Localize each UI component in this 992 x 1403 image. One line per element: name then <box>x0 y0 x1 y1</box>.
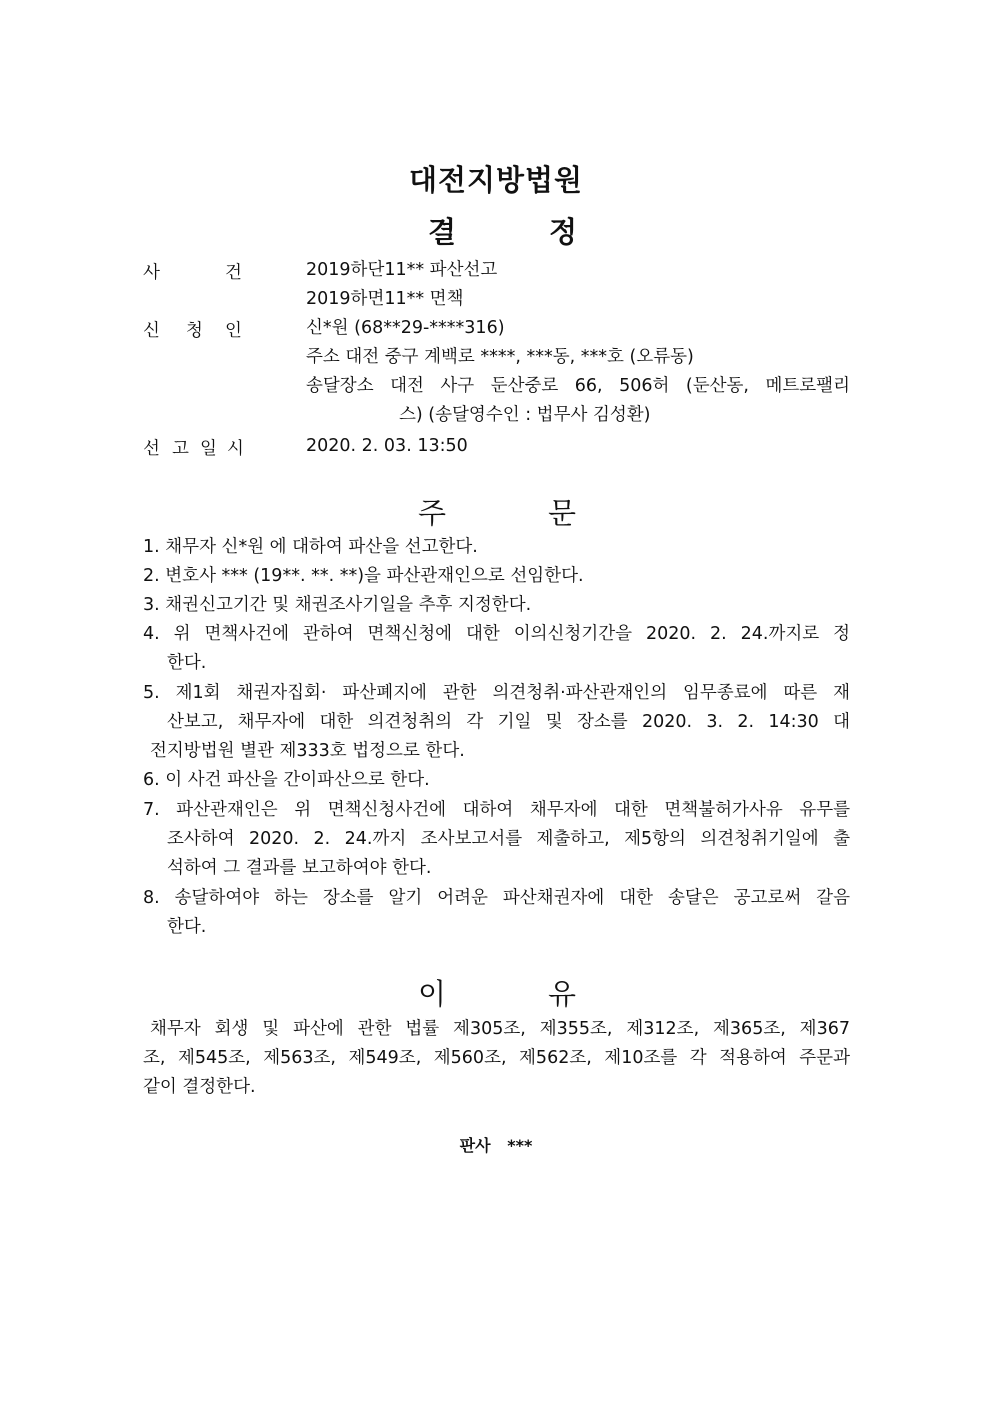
pronouncement-date: 2020. 2. 03. 13:50 <box>306 436 468 456</box>
label-applicant-char-1: 신 <box>143 321 160 341</box>
doc-type-char-1: 결 <box>428 215 457 249</box>
reason-line-3: 같이 결정한다. <box>143 1077 256 1097</box>
order-heading-char-2: 문 <box>548 496 577 530</box>
order-item-5-line-1: 5. 제1회 채권자집회· 파산폐지에 관한 의견청취·파산관재인의 임무종료에 따른 재 <box>143 683 850 703</box>
case-number-bankruptcy: 2019하단11** 파산선고 <box>306 260 498 280</box>
order-item-8-line-2: 한다. <box>167 917 207 937</box>
label-case-char-2: 건 <box>225 263 242 283</box>
delivery-address-line-2: 스) (송달영수인 : 법무사 김성환) <box>399 405 651 425</box>
order-item-3: 3. 채권신고기간 및 채권조사기일을 추후 지정한다. <box>143 595 532 615</box>
order-item-5-line-3: 전지방법원 별관 제333호 법정으로 한다. <box>150 741 465 761</box>
reason-line-1: 채무자 회생 및 파산에 관한 법률 제305조, 제355조, 제312조, 제365조, 제367 <box>150 1019 850 1039</box>
label-applicant-char-2: 청 <box>186 321 203 341</box>
label-case-char-1: 사 <box>143 263 160 283</box>
label-date-char-2: 고 <box>172 439 189 459</box>
label-applicant-char-3: 인 <box>225 321 242 341</box>
order-item-6: 6. 이 사건 파산을 간이파산으로 한다. <box>143 770 430 790</box>
order-heading-char-1: 주 <box>418 496 447 530</box>
order-item-7-line-2: 조사하여 2020. 2. 24.까지 조사보고서를 제출하고, 제5항의 의견청취기일에 출 <box>167 829 850 849</box>
delivery-address-line-1: 송달장소 대전 사구 둔산중로 66, 506허 (둔산동, 메트로팰리 <box>306 376 850 396</box>
label-date-char-4: 시 <box>227 439 244 459</box>
court-name: 대전지방법원 <box>408 163 584 197</box>
case-number-discharge: 2019하면11** 면책 <box>306 289 464 309</box>
reason-line-2: 조, 제545조, 제563조, 제549조, 제560조, 제562조, 제10조를 각 적용하여 주문과 <box>143 1048 850 1068</box>
order-item-8-line-1: 8. 송달하여야 하는 장소를 알기 어려운 파산채권자에 대한 송달은 공고로써 갈음 <box>143 888 850 908</box>
reason-heading-char-1: 이 <box>418 977 447 1011</box>
label-date-char-1: 선 <box>143 439 160 459</box>
order-item-5-line-2: 산보고, 채무자에 대한 의견청취의 각 기일 및 장소를 2020. 3. 2. 14:30 대 <box>167 712 850 732</box>
judge-signature: 판사 *** <box>459 1136 533 1155</box>
order-item-2: 2. 변호사 *** (19**. **. **)을 파산관재인으로 선임한다. <box>143 566 584 586</box>
applicant-name: 신*원 (68**29-****316) <box>306 318 505 338</box>
doc-type-char-2: 정 <box>549 215 578 249</box>
applicant-address: 주소 대전 중구 계백로 ****, ***동, ***호 (오류동) <box>306 347 694 367</box>
order-item-1: 1. 채무자 신*원 에 대하여 파산을 선고한다. <box>143 537 478 557</box>
order-item-7-line-3: 석하여 그 결과를 보고하여야 한다. <box>167 858 432 878</box>
reason-heading-char-2: 유 <box>548 977 577 1011</box>
order-item-7-line-1: 7. 파산관재인은 위 면책신청사건에 대하여 채무자에 대한 면책불허가사유 유무를 <box>143 800 850 820</box>
label-date-char-3: 일 <box>200 439 217 459</box>
order-item-4-line-2: 한다. <box>167 653 207 673</box>
order-item-4-line-1: 4. 위 면책사건에 관하여 면책신청에 대한 이의신청기간을 2020. 2. 24.까지로 정 <box>143 624 850 644</box>
